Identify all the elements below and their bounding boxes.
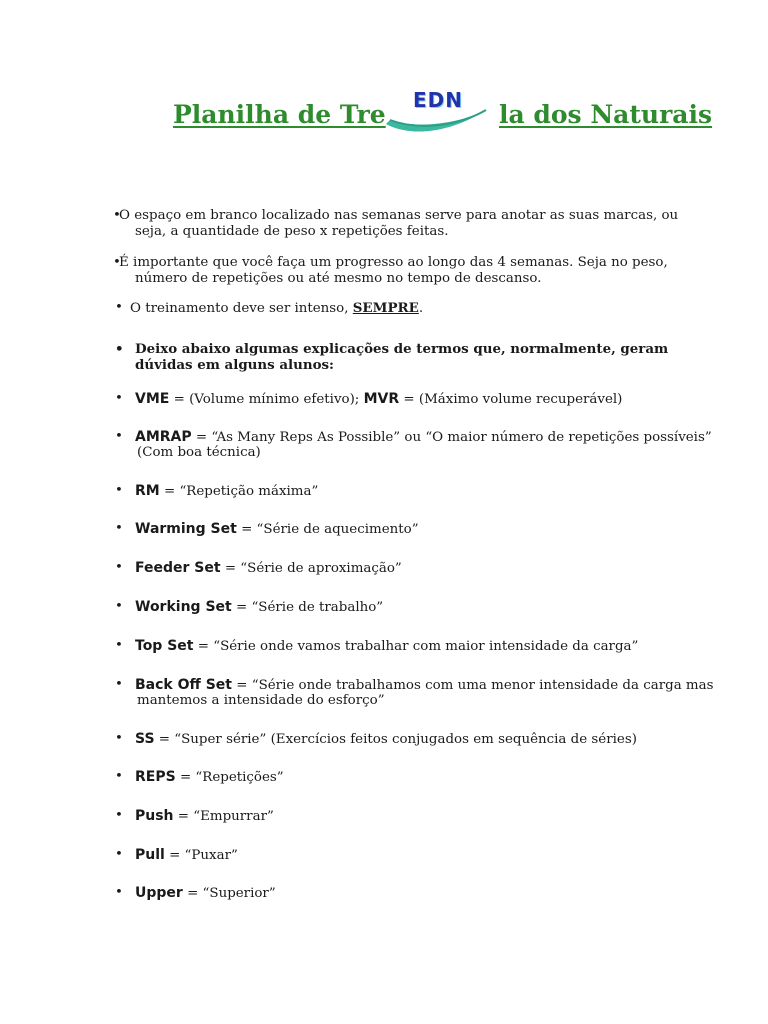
term-label: Feeder Set bbox=[135, 560, 221, 576]
term-label: Pull bbox=[135, 847, 165, 863]
edn-logo bbox=[382, 88, 490, 136]
term-label: VME bbox=[135, 391, 170, 407]
logo-text: EDN bbox=[412, 88, 463, 112]
page-title bbox=[0, 88, 768, 148]
term-label: Back Off Set bbox=[135, 677, 232, 693]
term-label: Warming Set bbox=[135, 521, 237, 537]
title-right: la dos Naturais bbox=[499, 100, 713, 129]
term-label: MVR bbox=[363, 391, 400, 407]
bullet: • bbox=[115, 300, 123, 315]
bullet: • bbox=[113, 208, 121, 223]
term-label: RM bbox=[135, 483, 160, 499]
bullet: • bbox=[113, 255, 121, 270]
term-label: Top Set bbox=[135, 638, 194, 654]
term-label: REPS bbox=[135, 769, 176, 785]
term-label: Upper bbox=[135, 885, 183, 901]
term-label: Working Set bbox=[135, 599, 232, 615]
term-label: Push bbox=[135, 808, 174, 824]
term-label: AMRAP bbox=[135, 429, 192, 445]
emphasis-text: SEMPRE bbox=[352, 300, 419, 316]
bullet: • bbox=[115, 341, 124, 357]
term-label: SS bbox=[135, 731, 155, 747]
logo-swoosh-icon bbox=[382, 102, 490, 136]
title-left: Planilha de Tre bbox=[173, 100, 386, 129]
